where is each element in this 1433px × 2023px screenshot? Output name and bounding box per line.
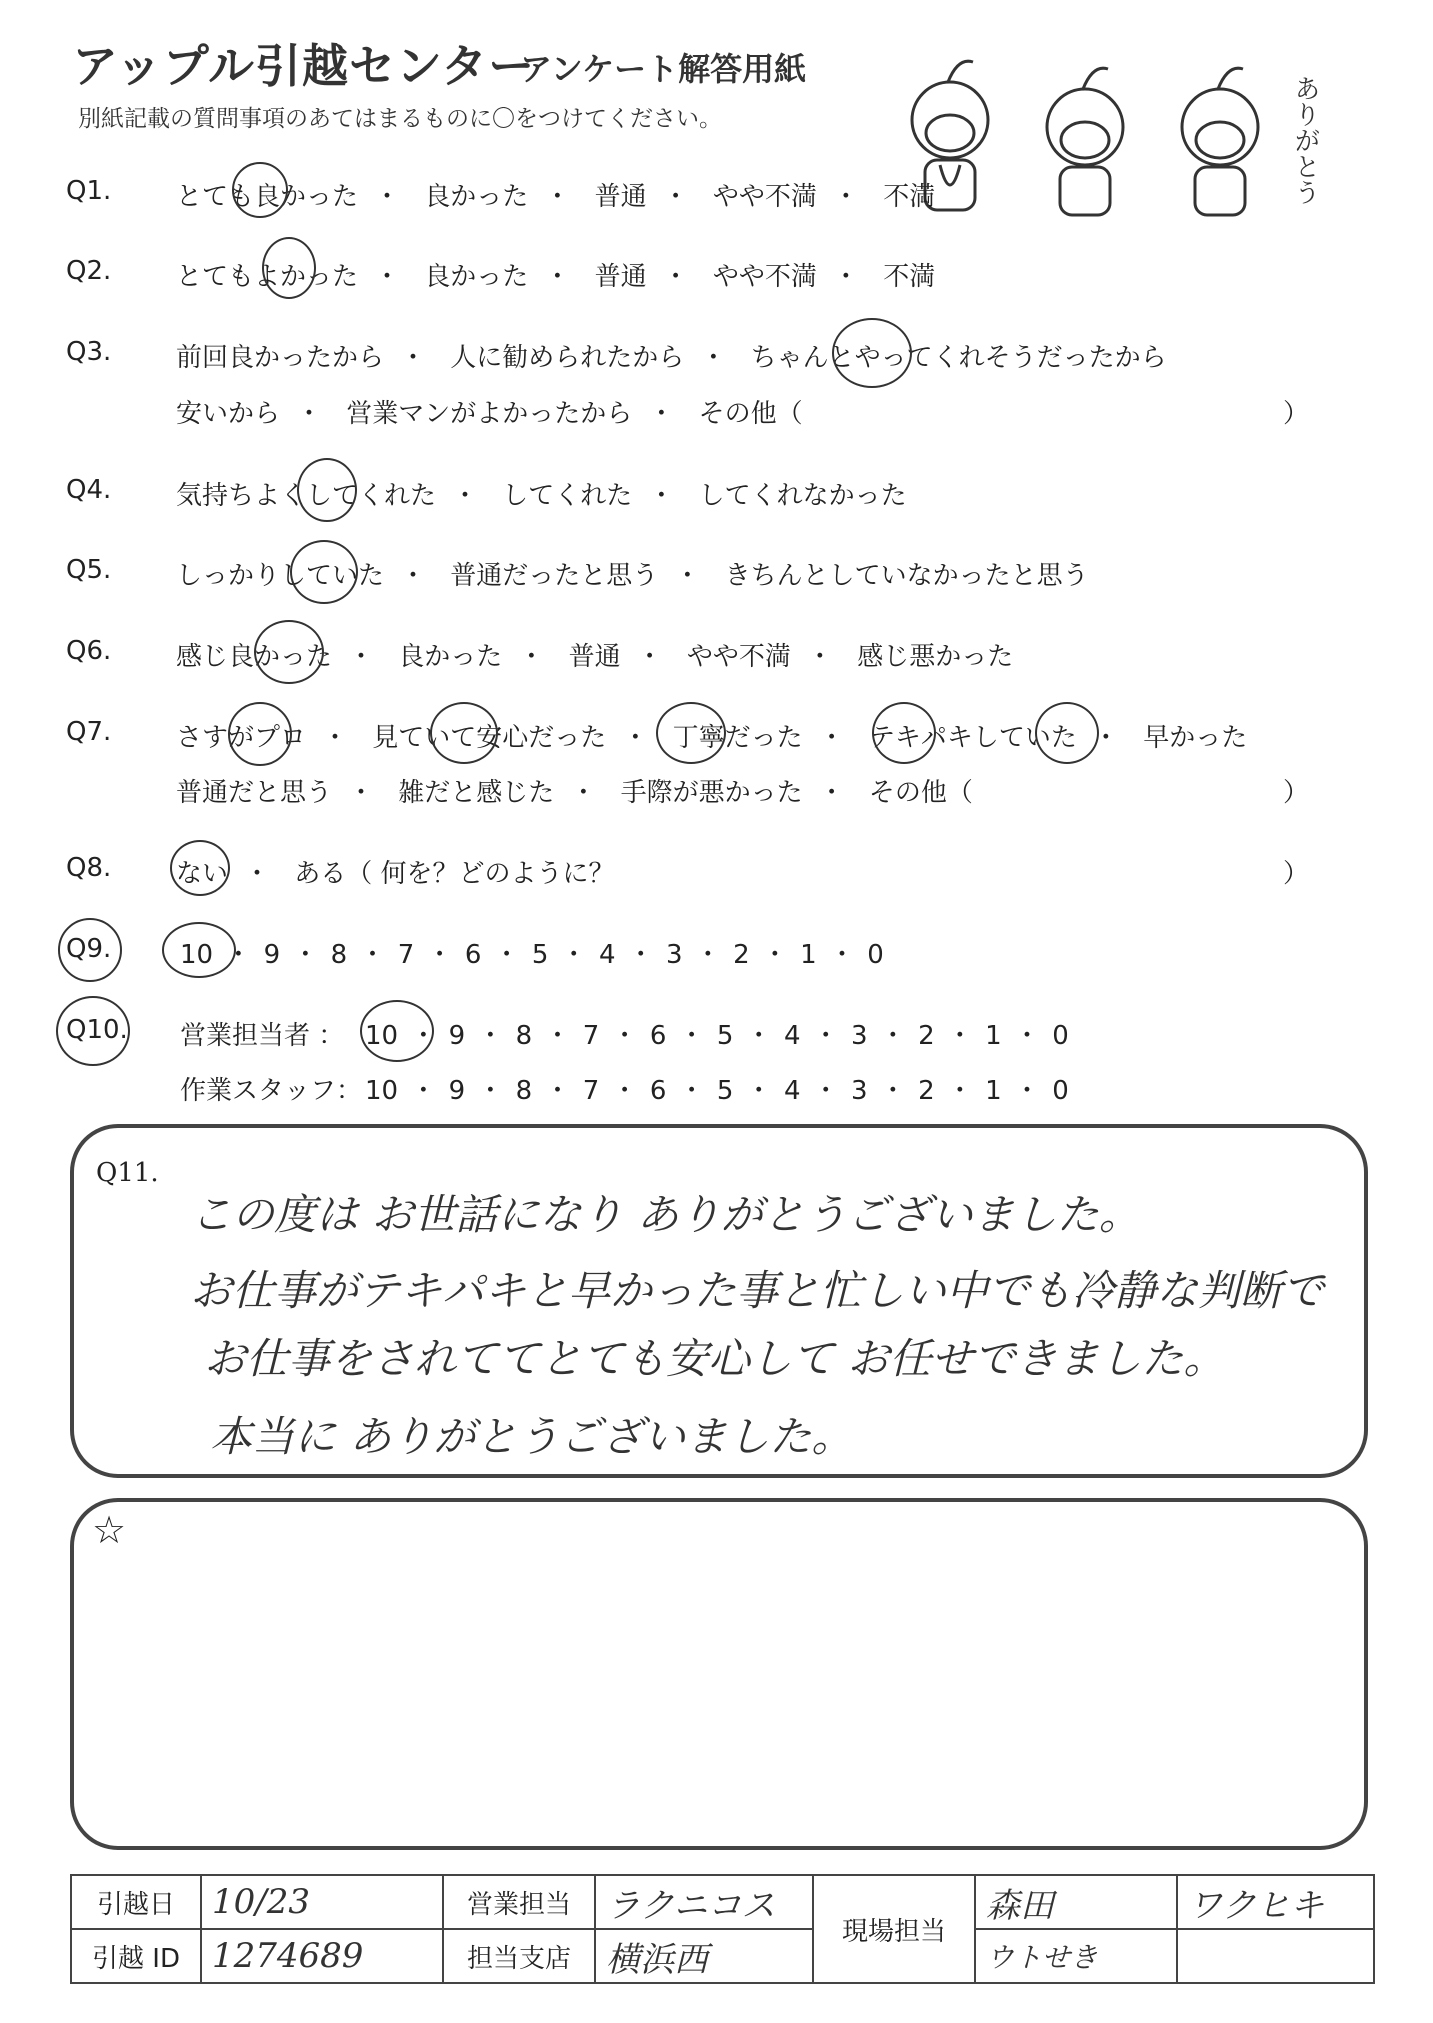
move-id-value: 1274689: [201, 1929, 443, 1983]
option[interactable]: 良かった: [424, 262, 529, 292]
option[interactable]: 丁寧だった: [672, 723, 803, 753]
option[interactable]: 人に勧められたから: [450, 343, 685, 373]
option[interactable]: 普通だったと思う: [450, 561, 659, 591]
answer-circle: [656, 702, 726, 764]
option[interactable]: とてもよかった: [176, 262, 359, 292]
dot-separator: ・: [348, 778, 375, 808]
dot-separator: ・: [570, 778, 597, 808]
question-number: Q1.: [66, 176, 112, 206]
option[interactable]: とても良かった: [176, 182, 359, 212]
answer-circle: [254, 620, 324, 684]
question-number: Q8.: [66, 853, 112, 883]
option[interactable]: 不満: [883, 182, 936, 212]
answer-circle: [832, 318, 912, 388]
question-number: Q10.: [66, 1015, 128, 1045]
field-staff-value: ワクヒキ: [1177, 1875, 1374, 1929]
answer-circle: [1035, 702, 1099, 764]
dot-separator: ・: [544, 182, 571, 212]
comment-line: お仕事をされててとても安心して お任せできました。: [204, 1334, 1226, 1383]
option[interactable]: 普通: [594, 182, 647, 212]
question-5: [0, 555, 1433, 605]
question-10: [0, 1015, 1433, 1065]
branch-value: 横浜西: [595, 1929, 813, 1983]
question-7-line-2: [0, 772, 1433, 822]
option[interactable]: 前回良かったから: [176, 343, 385, 373]
sales-rating-label: 営業担当者 ：: [180, 1021, 345, 1051]
question-10-staff: [0, 1070, 1433, 1120]
option[interactable]: しっかりしていた: [176, 561, 385, 591]
option[interactable]: してくれなかった: [698, 481, 907, 511]
dot-separator: ・: [1092, 723, 1119, 753]
thanks-lettering: ありがとう: [1290, 75, 1320, 205]
extra-comment-box: [70, 1498, 1368, 1850]
option[interactable]: ある（ 何を？どのように？: [294, 859, 615, 889]
option[interactable]: 安いから: [176, 399, 281, 429]
question-number: Q2.: [66, 256, 112, 286]
close-paren: ）: [1283, 859, 1310, 889]
option[interactable]: 普通だと思う: [176, 778, 333, 808]
option[interactable]: やや不満: [686, 642, 791, 672]
question-3: [0, 337, 1433, 387]
staff-rating-label: 作業スタッフ：: [180, 1076, 363, 1106]
staff-rating-scale[interactable]: 10 ・ 9 ・ 8 ・ 7 ・ 6 ・ 5 ・ 4 ・ 3 ・ 2 ・ 1 ・ 0: [365, 1076, 1069, 1106]
comment-line: この度は お世話になり ありがとうございました。: [190, 1190, 1141, 1239]
question-number: Q6.: [66, 636, 112, 666]
comment-line: 本当に ありがとうございました。: [210, 1412, 854, 1461]
dot-separator: ・: [648, 481, 675, 511]
question-3-line-2: [0, 393, 1433, 443]
option[interactable]: 良かった: [398, 642, 503, 672]
dot-separator: ・: [322, 723, 349, 753]
dot-separator: ・: [348, 642, 375, 672]
dot-separator: ・: [806, 642, 833, 672]
dot-separator: ・: [622, 723, 649, 753]
sales-rating-scale[interactable]: 10 ・ 9 ・ 8 ・ 7 ・ 6 ・ 5 ・ 4 ・ 3 ・ 2 ・ 1 ・ 0: [365, 1021, 1069, 1051]
option[interactable]: 営業マンがよかったから: [346, 399, 633, 429]
comment-line: お仕事がテキパキと早かった事と忙しい中でも冷静な判断で: [190, 1266, 1325, 1315]
dot-separator: ・: [832, 182, 859, 212]
move-id-label: 引越 ID: [71, 1929, 201, 1983]
dot-separator: ・: [674, 561, 701, 591]
form-title: アップル引越センター: [72, 39, 536, 93]
dot-separator: ・: [452, 481, 479, 511]
dot-separator: ・: [400, 561, 427, 591]
dot-separator: ・: [662, 262, 689, 292]
dot-separator: ・: [700, 343, 727, 373]
option[interactable]: 普通: [568, 642, 621, 672]
answer-circle: [290, 540, 358, 604]
dot-separator: ・: [636, 642, 663, 672]
sales-label: 営業担当: [443, 1875, 595, 1929]
move-date-value: 10/23: [201, 1875, 443, 1929]
answer-circle: [162, 922, 236, 978]
close-paren: ）: [1283, 778, 1310, 808]
instruction-text: 別紙記載の質問事項のあてはまるものに〇をつけてください。: [78, 106, 722, 132]
option[interactable]: 見ていて安心だった: [372, 723, 607, 753]
option[interactable]: テキパキしていた: [868, 723, 1077, 753]
option[interactable]: やや不満: [712, 182, 817, 212]
move-date-label: 引越日: [71, 1875, 201, 1929]
field-staff-value: ウトせき: [975, 1929, 1177, 1983]
option[interactable]: 不満: [883, 262, 936, 292]
option[interactable]: ちゃんとやってくれそうだったから: [750, 343, 1167, 373]
form-subtitle: アンケート解答用紙: [520, 50, 807, 88]
dot-separator: ・: [374, 182, 401, 212]
empty-cell: [1177, 1929, 1374, 1983]
dot-separator: ・: [296, 399, 323, 429]
dot-separator: ・: [832, 262, 859, 292]
question-4: [0, 475, 1433, 525]
sales-value: ラクニコス: [595, 1875, 813, 1929]
info-table: [70, 1874, 1375, 1984]
question-number: Q7.: [66, 717, 112, 747]
dot-separator: ・: [374, 262, 401, 292]
dot-separator: ・: [400, 343, 427, 373]
close-paren: ）: [1283, 399, 1310, 429]
option[interactable]: 感じ良かった: [176, 642, 333, 672]
dot-separator: ・: [818, 723, 845, 753]
option[interactable]: してくれた: [502, 481, 633, 511]
answer-circle: [297, 458, 357, 522]
dot-separator: ・: [544, 262, 571, 292]
option[interactable]: ない: [176, 859, 229, 889]
question-1: [0, 176, 1433, 226]
option[interactable]: さすがプロ: [176, 723, 307, 753]
field-staff-value: 森田: [975, 1875, 1177, 1929]
answer-circle: [232, 162, 288, 218]
dot-separator: ・: [244, 859, 271, 889]
answer-circle: [262, 237, 316, 299]
rating-scale[interactable]: 10 ・ 9 ・ 8 ・ 7 ・ 6 ・ 5 ・ 4 ・ 3 ・ 2 ・ 1 ・ 0: [180, 940, 884, 970]
dot-separator: ・: [518, 642, 545, 672]
question-number: Q9.: [66, 934, 112, 964]
question-11-label: Q11.: [96, 1158, 159, 1188]
question-6: [0, 636, 1433, 686]
option[interactable]: 普通: [594, 262, 647, 292]
answer-circle: [430, 702, 498, 764]
star-icon: ☆: [92, 1508, 127, 1552]
field-staff-label: 現場担当: [813, 1875, 975, 1983]
answer-circle: [58, 918, 122, 982]
question-number: Q3.: [66, 337, 112, 367]
answer-circle: [228, 702, 292, 766]
option[interactable]: きちんとしていなかったと思う: [724, 561, 1089, 591]
option[interactable]: やや不満: [712, 262, 817, 292]
question-number: Q4.: [66, 475, 112, 505]
option[interactable]: 感じ悪かった: [857, 642, 1014, 672]
dot-separator: ・: [662, 182, 689, 212]
answer-circle: [360, 1000, 434, 1062]
answer-circle: [872, 702, 936, 764]
option[interactable]: 気持ちよくしてくれた: [176, 481, 437, 511]
option[interactable]: 手際が悪かった: [620, 778, 803, 808]
option[interactable]: 早かった: [1143, 723, 1248, 753]
answer-circle: [170, 840, 230, 896]
dot-separator: ・: [648, 399, 675, 429]
option[interactable]: その他（: [868, 778, 973, 808]
dot-separator: ・: [818, 778, 845, 808]
option[interactable]: 良かった: [424, 182, 529, 212]
branch-label: 担当支店: [443, 1929, 595, 1983]
question-number: Q5.: [66, 555, 112, 585]
option[interactable]: その他（: [698, 399, 803, 429]
option[interactable]: 雑だと感じた: [398, 778, 555, 808]
question-2: [0, 256, 1433, 306]
answer-circle: [56, 996, 130, 1066]
